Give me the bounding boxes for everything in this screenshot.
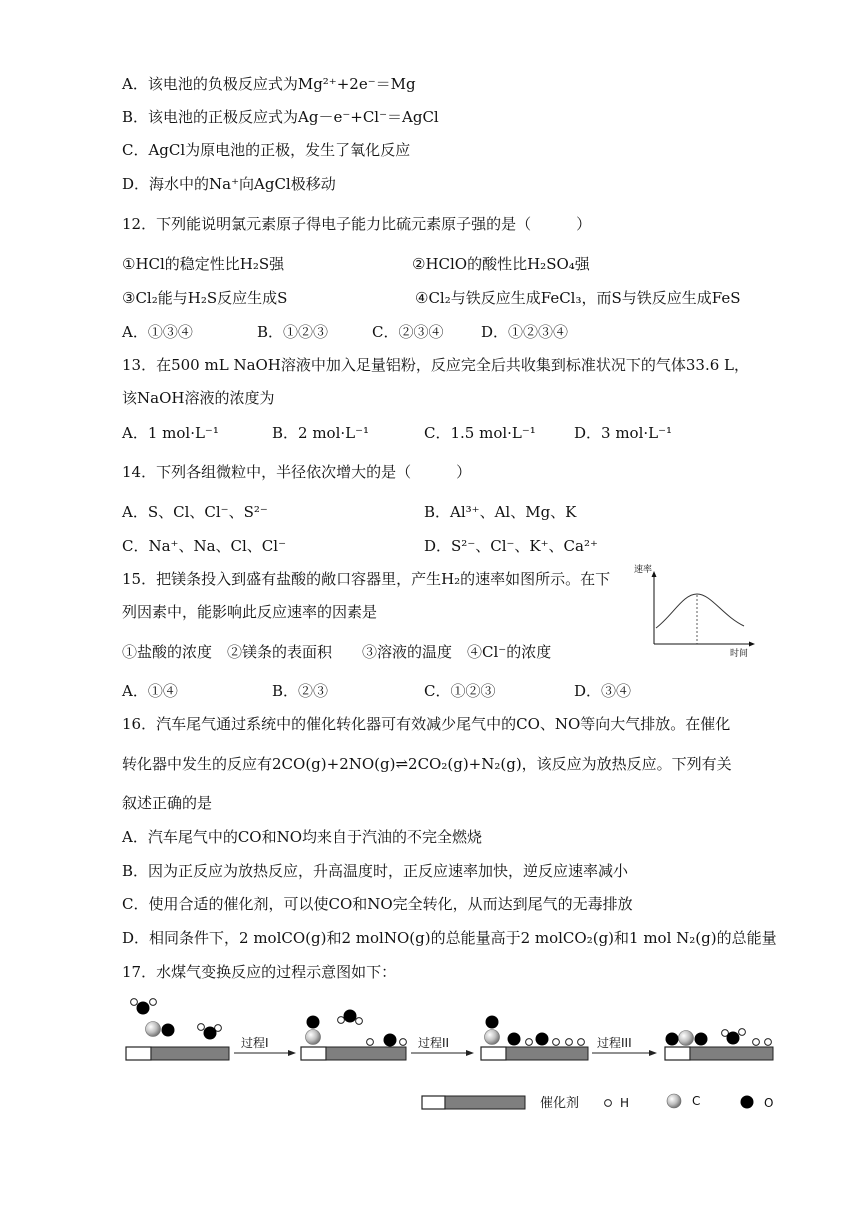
process-2-label: 过程II <box>418 1036 450 1050</box>
stage-3 <box>481 1016 588 1061</box>
q14-option-b: B．Al³⁺、Al、Mg、K <box>424 503 577 521</box>
process-arrow-1 <box>234 1035 296 1056</box>
q11-option-b: B．该电池的正极反应式为Ag－e⁻+Cl⁻＝AgCl <box>122 108 439 126</box>
q14-option-c: C．Na⁺、Na、Cl、Cl⁻ <box>122 537 286 555</box>
legend-catalyst-label: 催化剂 <box>540 1096 580 1111</box>
q11-option-d: D．海水中的Na⁺向AgCl极移动 <box>122 175 336 193</box>
process-arrow-2 <box>411 1035 474 1056</box>
q13-option-c: C．1.5 mol·L⁻¹ <box>424 424 536 442</box>
q12-statement-1: ①HCl的稳定性比H₂S强 <box>122 255 285 273</box>
q16-stem-line3: 叙述正确的是 <box>122 794 213 812</box>
q15-option-b: B．②③ <box>272 682 329 700</box>
q12-option-b: B．①②③ <box>257 323 329 341</box>
legend-h-label: H <box>620 1096 630 1110</box>
q14-stem: 14．下列各组微粒中，半径依次增大的是（ ） <box>122 463 472 481</box>
q11-option-c: C．AgCl为原电池的正极，发生了氧化反应 <box>122 141 411 159</box>
water-gas-shift-process-diagram <box>120 990 785 1120</box>
q13-option-d: D．3 mol·L⁻¹ <box>574 424 673 442</box>
q15-factors: ①盐酸的浓度 ②镁条的表面积 ③溶液的温度 ④Cl⁻的浓度 <box>122 643 552 661</box>
graph-x-label: 时间 <box>730 649 749 659</box>
q13-stem-line2: 该NaOH溶液的浓度为 <box>122 389 275 407</box>
q16-option-b: B．因为正反应为放热反应，升高温度时，正反应速率加快，逆反应速率减小 <box>122 862 629 880</box>
q13-option-a: A．1 mol·L⁻¹ <box>122 424 219 442</box>
q15-option-d: D．③④ <box>574 682 632 700</box>
q16-option-d: D．相同条件下，2 molCO(g)和2 molNO(g)的总能量高于2 molCO₂(g)和1 mol N₂(g)的总能量 <box>122 929 777 947</box>
q15-option-c: C．①②③ <box>424 682 496 700</box>
q12-option-d: D．①②③④ <box>481 323 569 341</box>
stage-1 <box>126 999 229 1060</box>
stage-4 <box>665 1029 773 1060</box>
graph-y-label: 速率 <box>634 565 653 575</box>
legend-c-label: C <box>692 1094 701 1108</box>
q16-option-c: C．使用合适的催化剂，可以使CO和NO完全转化，从而达到尾气的无毒排放 <box>122 895 633 913</box>
q14-option-a: A．S、Cl、Cl⁻、S²⁻ <box>122 503 268 521</box>
q12-stem: 12．下列能说明氯元素原子得电子能力比硫元素原子强的是（ ） <box>122 215 592 233</box>
q15-option-a: A．①④ <box>122 682 178 700</box>
q13-stem-line1: 13．在500 mL NaOH溶液中加入足量铝粉，反应完全后共收集到标准状况下的气体33.6 L， <box>122 356 750 374</box>
q11-option-a: A．该电池的负极反应式为Mg²⁺+2e⁻＝Mg <box>122 75 416 93</box>
q15-stem-line2: 列因素中，能影响此反应速率的因素是 <box>122 603 378 621</box>
q12-statement-4: ④Cl₂与铁反应生成FeCl₃，而S与铁反应生成FeS <box>415 289 741 307</box>
q12-option-c: C．②③④ <box>372 323 444 341</box>
q14-option-d: D．S²⁻、Cl⁻、K⁺、Ca²⁺ <box>424 537 598 555</box>
q16-option-a: A．汽车尾气中的CO和NO均来自于汽油的不完全燃烧 <box>122 828 483 846</box>
process-3-label: 过程III <box>597 1036 632 1050</box>
q13-option-b: B．2 mol·L⁻¹ <box>272 424 370 442</box>
q17-stem: 17．水煤气变换反应的过程示意图如下： <box>122 963 397 981</box>
q12-option-a: A．①③④ <box>122 323 193 341</box>
legend-o-label: O <box>764 1096 774 1110</box>
q15-stem-line1: 15．把镁条投入到盛有盐酸的敞口容器里，产生H₂的速率如图所示。在下 <box>122 570 611 588</box>
q16-stem-line2: 转化器中发生的反应有2CO(g)+2NO(g)⇌2CO₂(g)+N₂(g)，该反应为放热反应。下列有关 <box>122 755 732 773</box>
q12-statement-2: ②HClO的酸性比H₂SO₄强 <box>412 255 590 273</box>
process-arrow-3 <box>592 1035 657 1056</box>
diagram-legend <box>422 1094 773 1111</box>
process-1-label: 过程I <box>241 1036 269 1050</box>
q16-stem-line1: 16．汽车尾气通过系统中的催化转化器可有效减少尾气中的CO、NO等向大气排放。在催化 <box>122 715 731 733</box>
q12-statement-3: ③Cl₂能与H₂S反应生成S <box>122 289 288 307</box>
rate-time-graph <box>628 560 758 660</box>
stage-2 <box>301 1010 406 1061</box>
